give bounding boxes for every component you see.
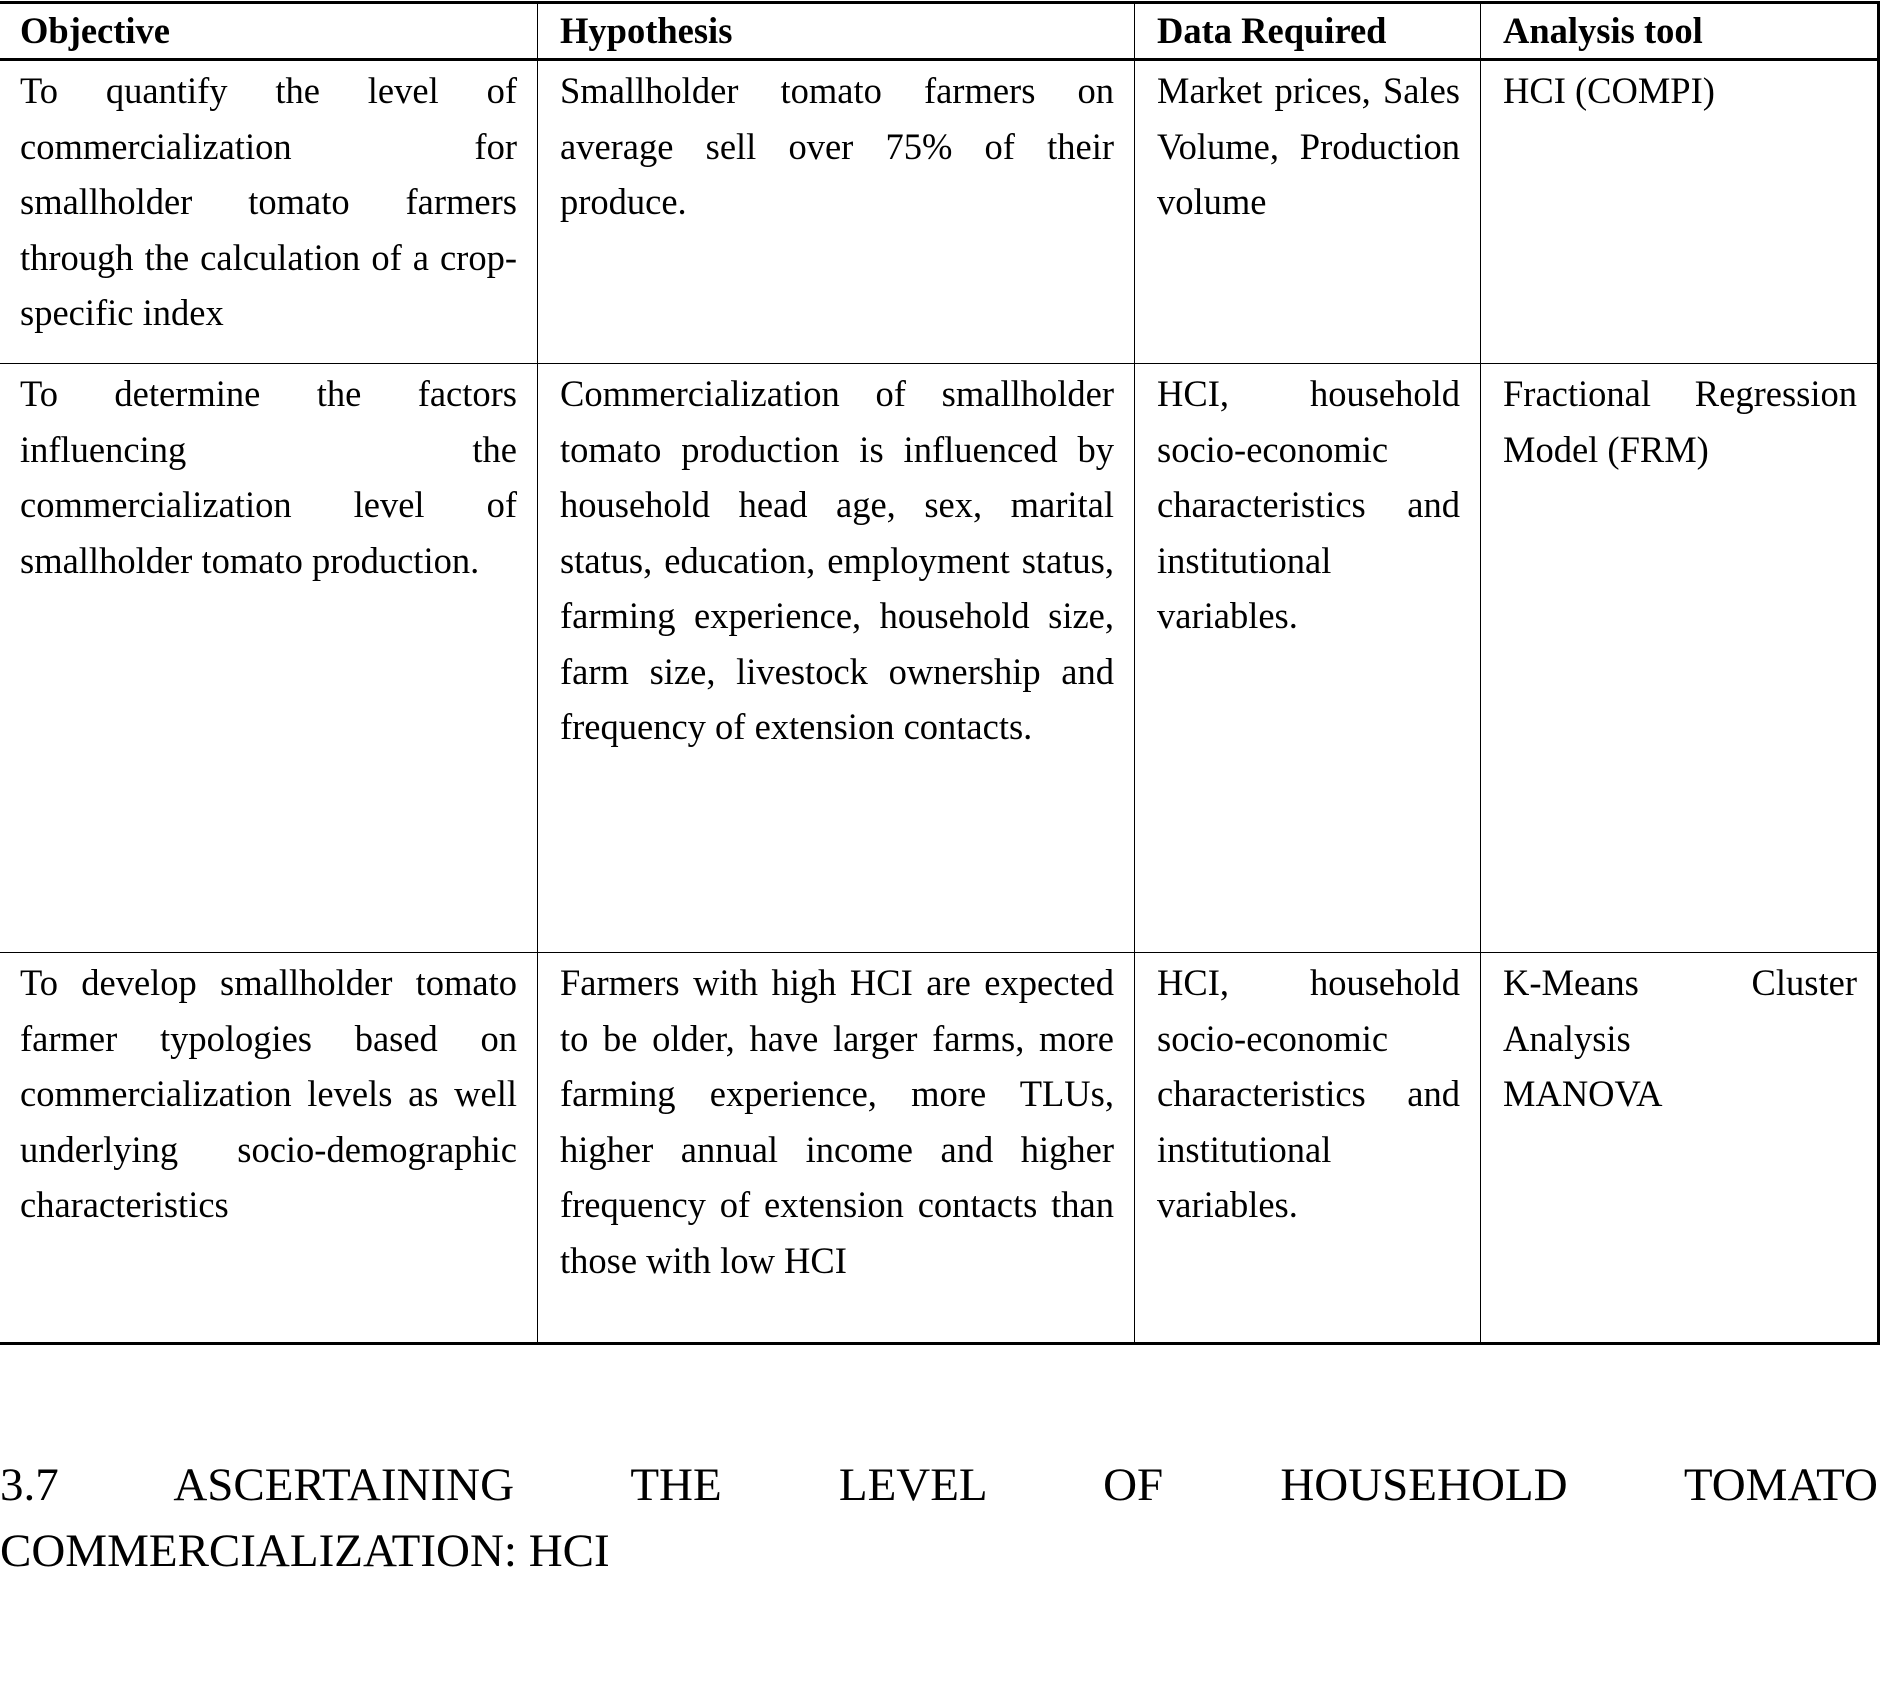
- header-data-required: Data Required: [1135, 3, 1481, 60]
- table-row: [0, 953, 1879, 1344]
- cell-data-required: HCI, household socio-economic characteristics and institutional variables.: [1135, 953, 1481, 1344]
- table-row: [0, 60, 1879, 364]
- header-objective: Objective: [0, 3, 538, 60]
- cell-hypothesis: Commercialization of smallholder tomato production is influenced by household head age, sex, marital status, education, employment status, farming experience, household size, farm size, livestock ownership and frequency of extension contacts.: [538, 364, 1135, 953]
- header-hypothesis: Hypothesis: [538, 3, 1135, 60]
- analysis-tool-line: K-Means Cluster Analysis: [1503, 962, 1857, 1059]
- section-heading-line-1: 3.7 ASCERTAINING THE LEVEL OF HOUSEHOLD TOMATO: [0, 1459, 1878, 1511]
- cell-analysis-tool: [1481, 953, 1879, 1344]
- cell-hypothesis: Farmers with high HCI are expected to be older, have larger farms, more farming experience, more TLUs, higher annual income and higher frequency of extension contacts than those with low HCI: [538, 953, 1135, 1344]
- section-heading: [0, 1452, 1878, 1584]
- table-row: [0, 364, 1879, 953]
- analysis-tool-line: MANOVA: [1503, 1073, 1663, 1114]
- cell-objective: To determine the factors influencing the commercialization level of smallholder tomato production.: [0, 364, 538, 953]
- cell-hypothesis: Smallholder tomato farmers on average sell over 75% of their produce.: [538, 60, 1135, 364]
- cell-objective: To develop smallholder tomato farmer typologies based on commercialization levels as well underlying socio-demographic characteristics: [0, 953, 538, 1344]
- header-analysis-tool: Analysis tool: [1481, 3, 1879, 60]
- objectives-table: [0, 1, 1880, 1345]
- section-heading-line-2: COMMERCIALIZATION: HCI: [0, 1525, 610, 1577]
- cell-analysis-tool: Fractional Regression Model (FRM): [1481, 364, 1879, 953]
- cell-data-required: Market prices, Sales Volume, Production volume: [1135, 60, 1481, 364]
- cell-objective: To quantify the level of commercialization for smallholder tomato farmers through the calculation of a crop-specific index: [0, 60, 538, 364]
- cell-analysis-tool: HCI (COMPI): [1481, 60, 1879, 364]
- table-header-row: [0, 3, 1879, 60]
- cell-data-required: HCI, household socio-economic characteristics and institutional variables.: [1135, 364, 1481, 953]
